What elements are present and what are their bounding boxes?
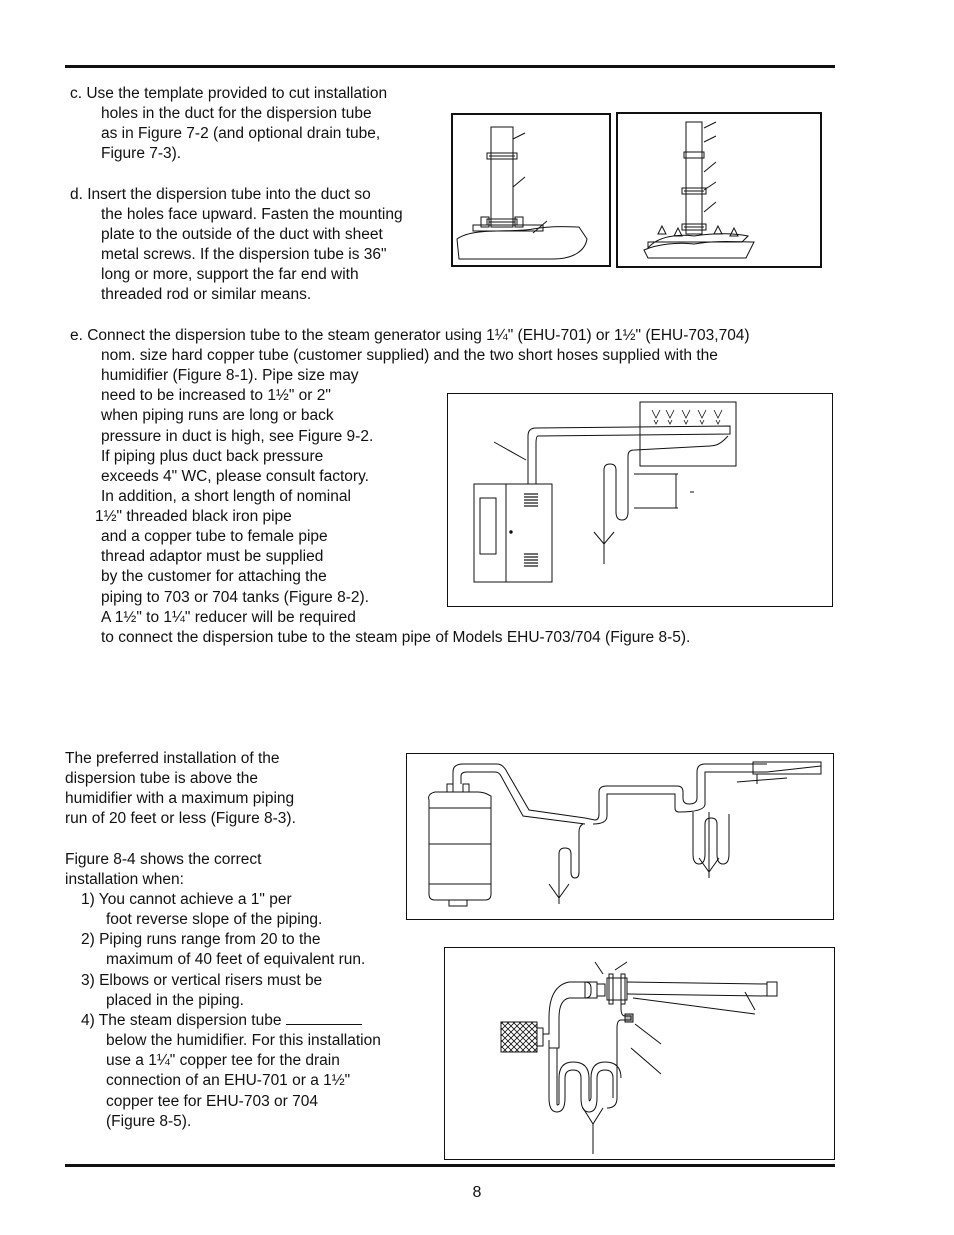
step-e-line: thread adaptor must be supplied xyxy=(101,548,324,565)
condition-item: 1) You cannot achieve a 1" per xyxy=(81,891,292,908)
step-e-line: nom. size hard copper tube (customer supplied) and the two short hoses supplied with the xyxy=(101,347,718,364)
condition-item-cont: maximum of 40 feet of equivalent run. xyxy=(106,951,366,968)
figure-humidifier-piping xyxy=(447,393,833,607)
step-e-line: A 1½" to 1¼" reducer will be required xyxy=(101,609,356,626)
step-c-line: Figure 7-3). xyxy=(101,145,182,162)
intro-line: Figure 8-4 shows the correct xyxy=(65,851,262,868)
step-e-line: If piping plus duct back pressure xyxy=(101,448,324,465)
step-e-line: to connect the dispersion tube to the steam pipe of Models EHU-703/704 (Figure 8-5). xyxy=(101,629,691,646)
figure-long-piping-run xyxy=(406,753,834,920)
figure-dispersion-tube-mount xyxy=(451,113,611,267)
condition-item-cont: placed in the piping. xyxy=(106,992,244,1009)
condition-item-cont: foot reverse slope of the piping. xyxy=(106,911,323,928)
condition-item xyxy=(81,1011,362,1031)
step-e-line: In addition, a short length of nominal xyxy=(101,488,351,505)
step-e-line: need to be increased to 1½" or 2" xyxy=(101,387,331,404)
condition-item-cont: use a 1¼" copper tee for the drain xyxy=(106,1052,340,1069)
step-d-line: d. Insert the dispersion tube into the duct so xyxy=(70,186,371,203)
step-e-line: e. Connect the dispersion tube to the steam generator using 1¼" (EHU-701) or 1½" (EHU-703,704) xyxy=(70,327,750,344)
step-d-line: the holes face upward. Fasten the mounting xyxy=(101,206,403,223)
step-e-line: 1½" threaded black iron pipe xyxy=(95,508,292,525)
step-c-line: holes in the duct for the dispersion tube xyxy=(101,105,372,122)
condition-item-cont: copper tee for EHU-703 or 704 xyxy=(106,1093,318,1110)
step-c-line: c. Use the template provided to cut installation xyxy=(70,85,388,102)
blank-underline xyxy=(286,1011,362,1025)
step-e-line: when piping runs are long or back xyxy=(101,407,334,424)
condition-item-cont: below the humidifier. For this installation xyxy=(106,1032,381,1049)
bottom-rule xyxy=(65,1164,835,1167)
step-d-line: long or more, support the far end with xyxy=(101,266,359,283)
step-d-line: threaded rod or similar means. xyxy=(101,286,312,303)
step-e-line: pressure in duct is high, see Figure 9-2. xyxy=(101,428,374,445)
figure-dispersion-tube-drain xyxy=(616,112,822,268)
step-c-line: as in Figure 7-2 (and optional drain tube, xyxy=(101,125,381,142)
condition-item: 2) Piping runs range from 20 to the xyxy=(81,931,321,948)
step-e-line: humidifier (Figure 8-1). Pipe size may xyxy=(101,367,359,384)
condition-item: 3) Elbows or vertical risers must be xyxy=(81,972,323,989)
condition-4-text: 4) The steam dispersion tube xyxy=(81,1012,282,1029)
figure-copper-tee-drain xyxy=(444,947,835,1160)
preferred-line: run of 20 feet or less (Figure 8-3). xyxy=(65,810,296,827)
preferred-line: humidifier with a maximum piping xyxy=(65,790,295,807)
step-e-line: by the customer for attaching the xyxy=(101,568,327,585)
step-e-line: piping to 703 or 704 tanks (Figure 8-2). xyxy=(101,589,369,606)
intro-line: installation when: xyxy=(65,871,184,888)
top-rule xyxy=(65,65,835,68)
condition-item-cont: (Figure 8-5). xyxy=(106,1113,192,1130)
step-d-line: metal screws. If the dispersion tube is 36" xyxy=(101,246,387,263)
page-number: 8 xyxy=(472,1184,482,1201)
step-d-line: plate to the outside of the duct with sheet xyxy=(101,226,383,243)
step-e-line: exceeds 4" WC, please consult factory. xyxy=(101,468,369,485)
condition-item-cont: connection of an EHU-701 or a 1½" xyxy=(106,1072,351,1089)
preferred-line: dispersion tube is above the xyxy=(65,770,259,787)
preferred-line: The preferred installation of the xyxy=(65,750,280,767)
step-e-line: and a copper tube to female pipe xyxy=(101,528,328,545)
